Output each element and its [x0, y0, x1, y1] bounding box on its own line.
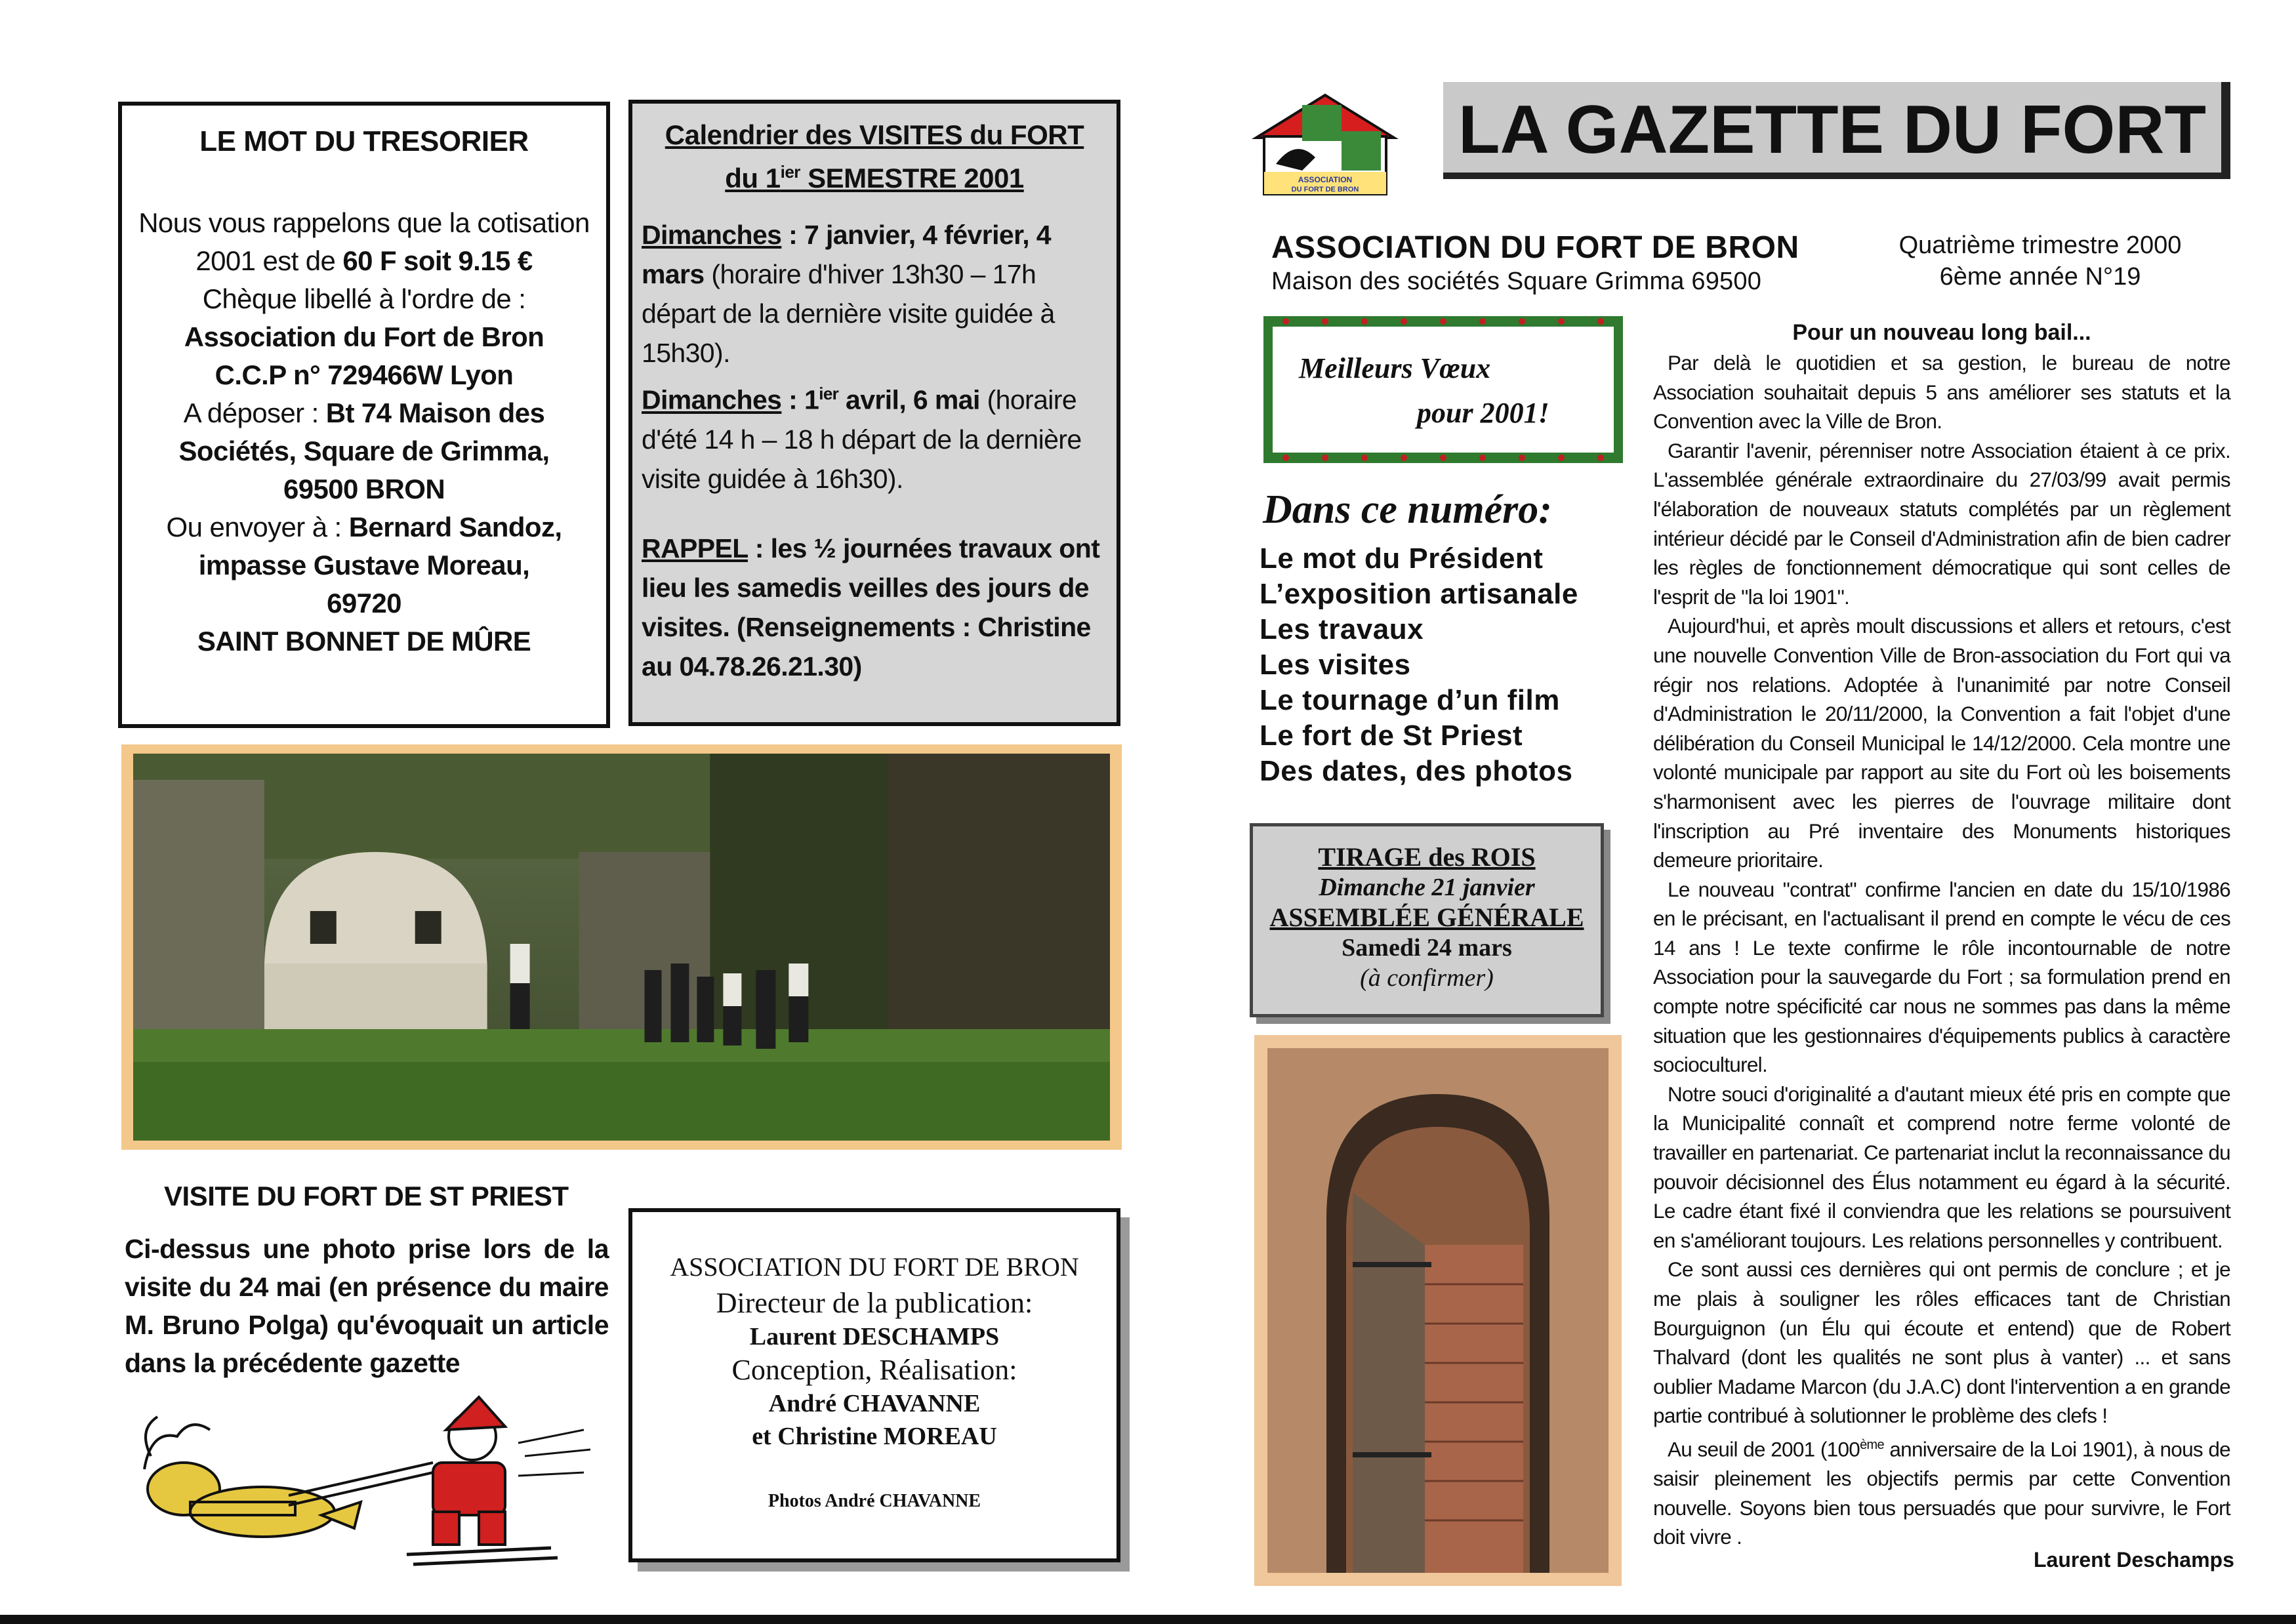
greetings-card [1260, 312, 1627, 467]
logo-text: DU FORT DE BRON [1291, 186, 1359, 193]
tresorier-line: impasse Gustave Moreau, [198, 550, 530, 580]
calendrier-subtitle: du $1^{ier}$ SEMESTRE 2001 [725, 162, 1024, 193]
calendrier-box [628, 100, 1120, 726]
santa-sled-illustration [125, 1391, 597, 1587]
tresorier-line: 2001 est de 60 F soit 9.15 € [195, 245, 533, 276]
tresorier-line: 69500 BRON [283, 474, 445, 504]
sommaire-item: Les visites [1260, 649, 1411, 681]
sommaire-item: Le fort de St Priest [1260, 720, 1523, 752]
photo-fort-door [1254, 1035, 1622, 1586]
sommaire-item: Le tournage d’un film [1260, 684, 1560, 716]
article-signature: Laurent Deschamps [2034, 1548, 2234, 1572]
tresorier-line: C.C.P n° 729466W Lyon [215, 359, 514, 390]
credits-assoc: ASSOCIATION DU FORT DE BRON [670, 1252, 1079, 1282]
sommaire-item: Le mot du Président [1260, 542, 1544, 575]
article-paragraph: Aujourd'hui, et après moult discussions et allers et retours, c'est une nouvelle Convention Ville de Bron-association du Fort qui va régir nos relations. Adoptée à l'unanimité par notre Conseil d'Administration le 20/11/2000, la Convention a fait l'objet d'une délibération du Conseil Municipal le 14/12/2000. Cela montre une volonté municipale par rapport au site du Fort où les boisements s'harmonisent avec les pierres de l'ouvrage militaire dont l'inscription au Pré inventaire des Monuments historiques demeure prioritaire. [1653, 614, 2230, 872]
calendrier-rappel: RAPPEL : les ½ journées travaux ont lieu les samedis veilles des jours de visites. (Renseignements : Christine au 04.78.26.21.30) [642, 533, 1100, 681]
article-paragraph: Ce sont aussi ces dernières qui ont permis de conclure ; et je me plais à souligner les rôles efficaces tant de Christian Bourguignon (un Élu qui écoute et entend) que de Robert Thalvard (dont les qualités ne sont plus à vanter) ... et sans oublier Madame Marcon (du J.A.C) dont l'intervention a en grande partie contribué à solutionner le problème des clefs ! [1653, 1257, 2230, 1428]
tresorier-line: Chèque libellé à l'ordre de : [202, 283, 526, 314]
issue-trimestre: Quatrième trimestre 2000 [1898, 232, 2182, 259]
calendrier-ete: Dimanches : $1^{ier}$ avril, 6 mai (horaire d'été 14 h – 18 h départ de la dernière visite guidée à 16h30). [642, 384, 1082, 494]
credits-box [628, 1208, 1120, 1562]
event-tirage: TIRAGE des ROIS [1318, 842, 1536, 872]
photo-fort-door-image [1267, 1048, 1609, 1573]
visite-title: VISITE DU FORT DE ST PRIEST [164, 1181, 569, 1211]
event-ag: ASSEMBLÉE GÉNÉRALE [1269, 903, 1584, 932]
association-name: ASSOCIATION DU FORT DE BRON [1271, 230, 1799, 265]
article-body [1653, 348, 2230, 1552]
sommaire-item: L’exposition artisanale [1260, 578, 1578, 610]
tresorier-line: 69720 [327, 588, 401, 619]
credits-photos: Photos André CHAVANNE [768, 1491, 981, 1511]
event-tirage-date: Dimanche 21 janvier [1319, 874, 1535, 901]
tresorier-line: Association du Fort de Bron [184, 321, 544, 352]
greetings-line2: pour 2001! [1417, 397, 1549, 429]
credits-dir-name: Laurent DESCHAMPS [749, 1323, 1000, 1350]
tresorier-title: LE MOT DU TRESORIER [199, 125, 529, 157]
sommaire-title: Dans ce numéro: [1263, 487, 1552, 532]
holly-border-icon [1260, 312, 1627, 467]
events-box [1250, 823, 1604, 1017]
article-headline: Pour un nouveau long bail... [1792, 320, 2091, 345]
photo-fort-st-priest-image [133, 754, 1110, 1141]
tresorier-line: A déposer : Bt 74 Maison des [183, 397, 545, 428]
article-paragraph: Le nouveau "contrat" confirme l'ancien en date du 15/10/1986 en le précisant, en l'actualisant il prend en compte le vécu de ces 14 ans ! Le texte confirme le rôle incontournable de notre Association pour la sauvegarde du Fort ; sa formulation prend en compte notre spécificité car nous ne sommes pas dans la même situation que les gestionnaires d'équipements publics à caractère socioculturel. [1653, 877, 2230, 1077]
association-address: Maison des sociétés Square Grimma 69500 [1271, 268, 1762, 295]
calendrier-hiver: Dimanches : 7 janvier, 4 février, 4 mars (horaire d'hiver 13h30 – 17h départ de la dernière visite guidée à 15h30). [642, 220, 1055, 368]
santa-sled-image [125, 1391, 597, 1587]
fort-logo-icon [1250, 92, 1401, 197]
tresorier-line: Nous vous rappelons que la cotisation [138, 207, 590, 238]
credits-conc-label: Conception, Réalisation: [731, 1354, 1017, 1386]
article-paragraph: Au seuil de 2001 (100ème anniversaire de la Loi 1901), à nous de saisir pleinement les objectifs permis par cette Convention nouvelle. Soyons bien tous persuadés que pour survivre, le Fort doit vivre . [1653, 1437, 2230, 1549]
greetings-line1: Meilleurs Vœux [1299, 352, 1491, 384]
article [1653, 320, 2230, 1552]
sommaire-item: Des dates, des photos [1260, 755, 1573, 787]
tresorier-line: Ou envoyer à : Bernard Sandoz, [166, 512, 562, 542]
tresorier-box [118, 102, 610, 728]
tresorier-line: SAINT BONNET DE MÛRE [197, 626, 531, 657]
issue-number: 6ème année N°19 [1939, 263, 2141, 291]
event-ag-note: (à confirmer) [1360, 964, 1494, 992]
gazette-title-banner: LA GAZETTE DU FORT [1443, 82, 2230, 179]
issue-info [1870, 230, 2211, 293]
article-paragraph: Par delà le quotidien et sa gestion, le bureau de notre Association souhaitait depuis 5 ans améliorer ses statuts et la Convention avec la Ville de Bron. [1653, 351, 2230, 434]
association-logo [1250, 92, 1401, 197]
tresorier-line: Sociétés, Square de Grimma, [178, 436, 550, 466]
photo-fort-st-priest [121, 744, 1122, 1150]
credits-dir-label: Directeur de la publication: [716, 1287, 1033, 1319]
credits-conc-name: et Christine MOREAU [752, 1423, 997, 1450]
sommaire-item: Les travaux [1260, 613, 1424, 645]
article-paragraph: Notre souci d'originalité a d'autant mieux été pris en compte que la Municipalité connaît et comprend notre ferme volonté de travailler en partenariat. Ce partenariat inclut la reconnaissance du pouvoir décisionnel des Élus notamment eu égard à la sécurité. Le cadre étant fixé il conviendra que les relations se poursuivent en s'améliorant toujours. Les relations personnelles y contribuent. [1653, 1082, 2230, 1252]
credits-conc-name: André CHAVANNE [768, 1390, 981, 1417]
bottom-rule [0, 1615, 2296, 1624]
logo-text: ASSOCIATION [1298, 175, 1353, 184]
calendrier-title: Calendrier des VISITES du FORT [665, 119, 1084, 150]
sommaire-list [1260, 541, 1578, 789]
article-paragraph: Garantir l'avenir, pérenniser notre Association étaient à ce prix. L'assemblée générale extraordinaire du 27/03/99 avait permis l'élaboration de nouveaux statuts complétés par un règlement intérieur décidé par le Conseil d'Administration afin de bien cadrer les règles de fonctionnement démocratique qui sont celles de l'esprit de "la loi 1901". [1653, 438, 2230, 609]
event-ag-date: Samedi 24 mars [1342, 934, 1512, 962]
visite-text: Ci-dessus une photo prise lors de la visite du 24 mai (en présence du maire M. Bruno Polga) qu'évoquait un article dans la précédente gazette [125, 1234, 609, 1378]
